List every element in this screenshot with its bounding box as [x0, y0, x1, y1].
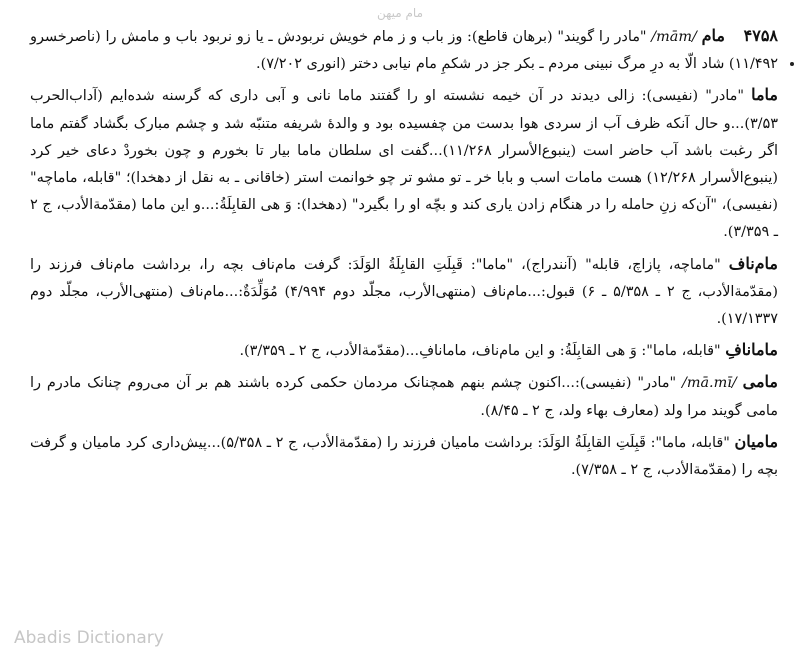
watermark-top: مام میهن [376, 6, 424, 20]
entry-mama [30, 81, 778, 246]
entry-headword[interactable]: ماما [751, 85, 778, 105]
entry-mamiyan [30, 428, 778, 484]
entry-headword[interactable]: مام [701, 26, 725, 45]
entry-headword[interactable]: مامی [742, 372, 778, 392]
margin-mark [790, 62, 794, 66]
entry-headword[interactable]: مامانافِ [725, 340, 778, 360]
dictionary-page [30, 22, 778, 484]
entry-text: "قابله، ماما": قَبِلَتِ القابِلَةُ الوَلَدَ: برداشت ماميان فرزند را (مقدّمة‌الأدب، ج ۲ ـ ۵/۳۵۸)...پيش‌داری کرد ماميان و گرفت بچه را (مقدّمة‌الأدب، ج ۲ ـ ۷/۳۵۸). [30, 434, 778, 479]
entry-transliteration: /mā.mī/ [681, 375, 737, 392]
entry-text: "قابله، ماما": وَ هی القابِلَةُ: و اين مام‌ناف، مامانافِ...(مقدّمة‌الأدب، ج ۲ ـ ۳/۳۵۹). [239, 343, 721, 360]
entry-text: "مادر" (نفيسی): زالی ديدند در آن خيمه نشسته او را گفتند ماما نانی و آبی داری که گرسنه شده‌ايم (آداب‌الحرب ۳/۵۳)...و حال آنکه ظرف آب از سردی هوا بدست من چفسيده بود و والدهٔ شريفه متنبّه شد و چشم مبارک بگشاد گفتم ماما اگر رغبت باشد آب حاضر است (ينبوع‌الأسرار ۱۱/۲۶۸)...گفت ای سلطان ماما بيار تا بخورم و چون بخوردْ دعای خير کرد (ينبوع‌الأسرار ۱۲/۲۶۸) هست مامات اسب و بابا خر ـ تو مشو تر چو خوانمت استر (خاقانی ـ به نقل از دهخدا)؛ "قابله، ماماچه" (نفيسی)، "آن‌که زنِ حامله را در هنگام زادن ياری کند و بچّه او را بگيرد" (دهخدا): وَ هی القابِلَةُ:...و اين ماما (مقدّمة‌الأدب، ج ۲ ـ ۳/۳۵۹). [30, 88, 778, 241]
entry-transliteration: /mām/ [651, 29, 697, 45]
entry-headword[interactable]: مام‌ناف [728, 253, 778, 273]
entry-headword[interactable]: ماميان [734, 431, 779, 451]
watermark-bottom: Abadis Dictionary [14, 628, 164, 648]
entry-mami [30, 368, 778, 424]
entry-text: "ماماچه، پازاچ، قابله" (آنندراج)، "ماما": قَبِلَتِ القابِلَةُ الوَلَدَ: گرفت مام‌ناف بچه را، برداشت مام‌ناف فرزند را (مقدّمة‌الأدب، ج ۲ ـ ۵/۳۵۸ ـ ۶) قبول:...مام‌ناف (منتهی‌الأرب، مجلّد دوم ۴/۹۹۴) مُوَلِّدَةٌ:...مام‌ناف (منتهی‌الأرب، مجلّد دوم ۱۷/۱۳۳۷). [30, 256, 778, 328]
entry-mamanaf [30, 336, 778, 365]
entry-number: ۴۷۵۸ [743, 26, 778, 45]
entry-mam [30, 22, 778, 78]
entry-text: "مادر را گويند" (برهان قاطع): وز باب و ز مام خويش نربودش ـ يا زو نربود باب و مامش را (ناصرخسرو ۱۱/۴۹۲) شاد الّا به درِ مرگ نبينی مردم ـ بکر جز در شکمِ مام نيابی دختر (انوری ۷/۲۰۲). [30, 29, 778, 73]
entry-text: "مادر" (نفيسی):...اکنون چشم بنهم همچنانک مردمان حکمی کرده باشند هم بر آن می‌روم چنانک مادرم را مامی گويند مرا ولد (معارف بهاء ولد، ج ۲ ـ ۸/۴۵). [30, 375, 778, 419]
entry-mamnaf [30, 250, 778, 334]
